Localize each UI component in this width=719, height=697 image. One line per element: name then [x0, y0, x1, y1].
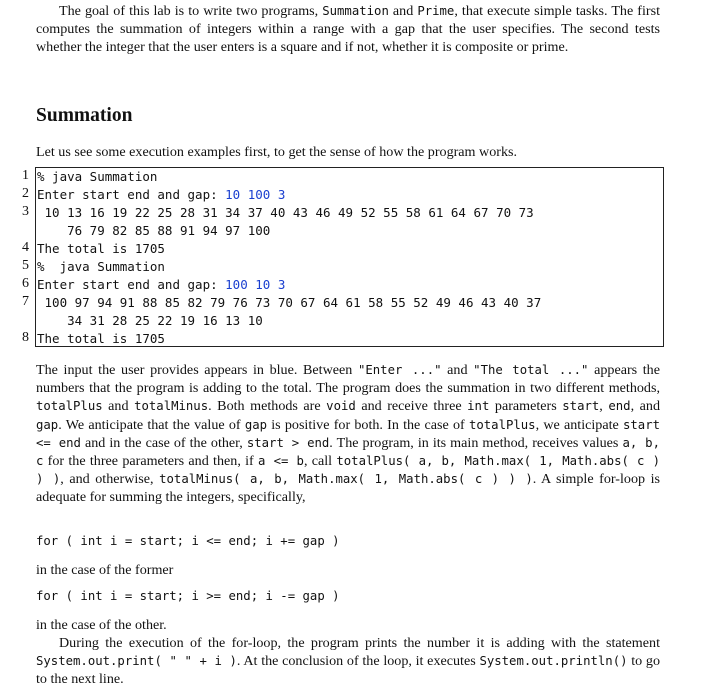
- inline-code: end: [608, 399, 631, 414]
- inline-code: void: [326, 399, 356, 414]
- intro-text: The goal of this lab is to write two programs,: [59, 3, 323, 19]
- prime-code: Prime: [417, 4, 455, 18]
- line-number: 2: [22, 186, 29, 201]
- inline-code: totalMinus( a, b, Math.max( 1, Math.abs( c ) ) ): [159, 472, 533, 487]
- for-loop-code: for ( int i = start; i >= end; i -= gap ): [36, 589, 340, 603]
- inline-code: totalPlus: [468, 417, 536, 432]
- inline-code: int: [467, 399, 490, 414]
- listing-text: 100 97 94 91 88 85 82 79 76 73 70 67 64 61 58 55 52 49 46 43 40 37: [37, 295, 542, 310]
- line-number: 7: [22, 294, 29, 309]
- body-text: The input the user provides appears in blue. Between: [36, 362, 358, 378]
- body-text: is positive for both. In the case of: [267, 416, 469, 433]
- summation-code: Summation: [322, 4, 389, 18]
- intro-paragraph: [36, 2, 660, 57]
- body-text: parameters: [489, 398, 563, 415]
- body-text: . The program, in its main method, receives values: [329, 434, 623, 451]
- body-text: , and: [630, 398, 660, 415]
- listing-text: 10 13 16 19 22 25 28 31 34 37 40 43 46 49 52 55 58 61 64 67 70 73: [37, 205, 534, 220]
- former-text: in the case of the former: [36, 562, 174, 578]
- inline-code: totalPlus: [36, 399, 103, 414]
- listing-text: % java Summation: [37, 169, 158, 184]
- intro-text: and: [388, 3, 418, 19]
- line-number: 3: [22, 204, 29, 219]
- body-text: . Both methods are: [208, 398, 327, 415]
- listing-text: The total is 1705: [37, 331, 165, 346]
- body-paragraph: [36, 361, 660, 507]
- inline-code: a <= b: [258, 454, 304, 469]
- inline-code: start: [562, 399, 600, 414]
- listing-line: [37, 241, 165, 256]
- inline-code: gap: [244, 417, 268, 432]
- inline-code: start <= end: [36, 417, 661, 450]
- user-input: 10 100 3: [225, 187, 286, 202]
- body-text: ,: [599, 398, 609, 415]
- inline-code: "Enter ...": [357, 363, 442, 377]
- body-text: , we anticipate: [535, 416, 623, 433]
- listing-line: [37, 187, 285, 202]
- listing-line: [37, 205, 534, 220]
- line-number: 8: [22, 330, 29, 345]
- for-loop-code: for ( int i = start; i <= end; i += gap ): [36, 534, 340, 548]
- listing-line: [37, 313, 263, 328]
- intro-text: , that execute simple tasks. The first computes the summation of integers within a range with a gap that the user specifies. The second tests whether the integer that the user enters is a square and if not, whether it is composite or prime.: [36, 3, 660, 56]
- listing-line: [37, 259, 165, 274]
- line-number: 4: [22, 240, 29, 255]
- other-text: in the case of the other.: [36, 617, 167, 633]
- body-text: for the three parameters and then, if: [43, 453, 259, 470]
- inline-code: System.out.println(): [479, 654, 628, 669]
- inline-code: start > end: [246, 435, 330, 450]
- listing-text: 34 31 28 25 22 19 16 13 10: [37, 313, 263, 328]
- body-text: . At the conclusion of the loop, it executes: [236, 653, 480, 670]
- listing-line: [37, 169, 157, 184]
- body-text: , and otherwise,: [60, 471, 160, 488]
- inline-code: totalMinus: [134, 399, 209, 414]
- listing-text: % java Summation: [37, 259, 165, 274]
- body-text: During the execution of the for-loop, the program prints the number it is adding with the statement: [59, 635, 660, 651]
- closing-paragraph: [36, 634, 660, 689]
- body-text: . We anticipate that the value of: [58, 416, 245, 433]
- listing-line: [37, 277, 285, 292]
- line-number: 5: [22, 258, 29, 273]
- listing-text: Enter start end and gap:: [37, 277, 226, 292]
- section-heading: Summation: [36, 105, 133, 126]
- listing-text: The total is 1705: [37, 241, 165, 256]
- body-text: appears the numbers that the program is adding to the total. The program does the summation in two different methods,: [36, 362, 660, 397]
- body-text: to go to the next line.: [36, 653, 661, 688]
- body-text: , call: [303, 453, 337, 470]
- user-input: 100 10 3: [225, 277, 286, 292]
- inline-code: gap: [36, 417, 59, 432]
- listing-text: 76 79 82 85 88 91 94 97 100: [37, 223, 271, 238]
- line-number: 6: [22, 276, 29, 291]
- body-text: and: [441, 362, 474, 378]
- inline-code: System.out.print( " " + i ): [36, 654, 237, 669]
- lead-paragraph: Let us see some execution examples first, to get the sense of how the program works.: [36, 144, 518, 160]
- listing-line: [37, 331, 165, 346]
- inline-code: "The total ...": [473, 363, 589, 377]
- body-text: and in the case of the other,: [80, 434, 247, 451]
- listing-text: Enter start end and gap:: [37, 187, 226, 202]
- inline-code: a, b, c: [36, 435, 660, 469]
- listing-line: [37, 223, 270, 238]
- body-text: . A simple for-loop is adequate for summing the integers, specifically,: [36, 471, 660, 506]
- line-number: 1: [22, 168, 29, 183]
- inline-code: totalPlus( a, b, Math.max( 1, Math.abs( c ) ) ): [36, 454, 660, 487]
- listing-line: [37, 295, 541, 310]
- body-text: and: [102, 398, 135, 415]
- body-text: and receive three: [355, 398, 468, 415]
